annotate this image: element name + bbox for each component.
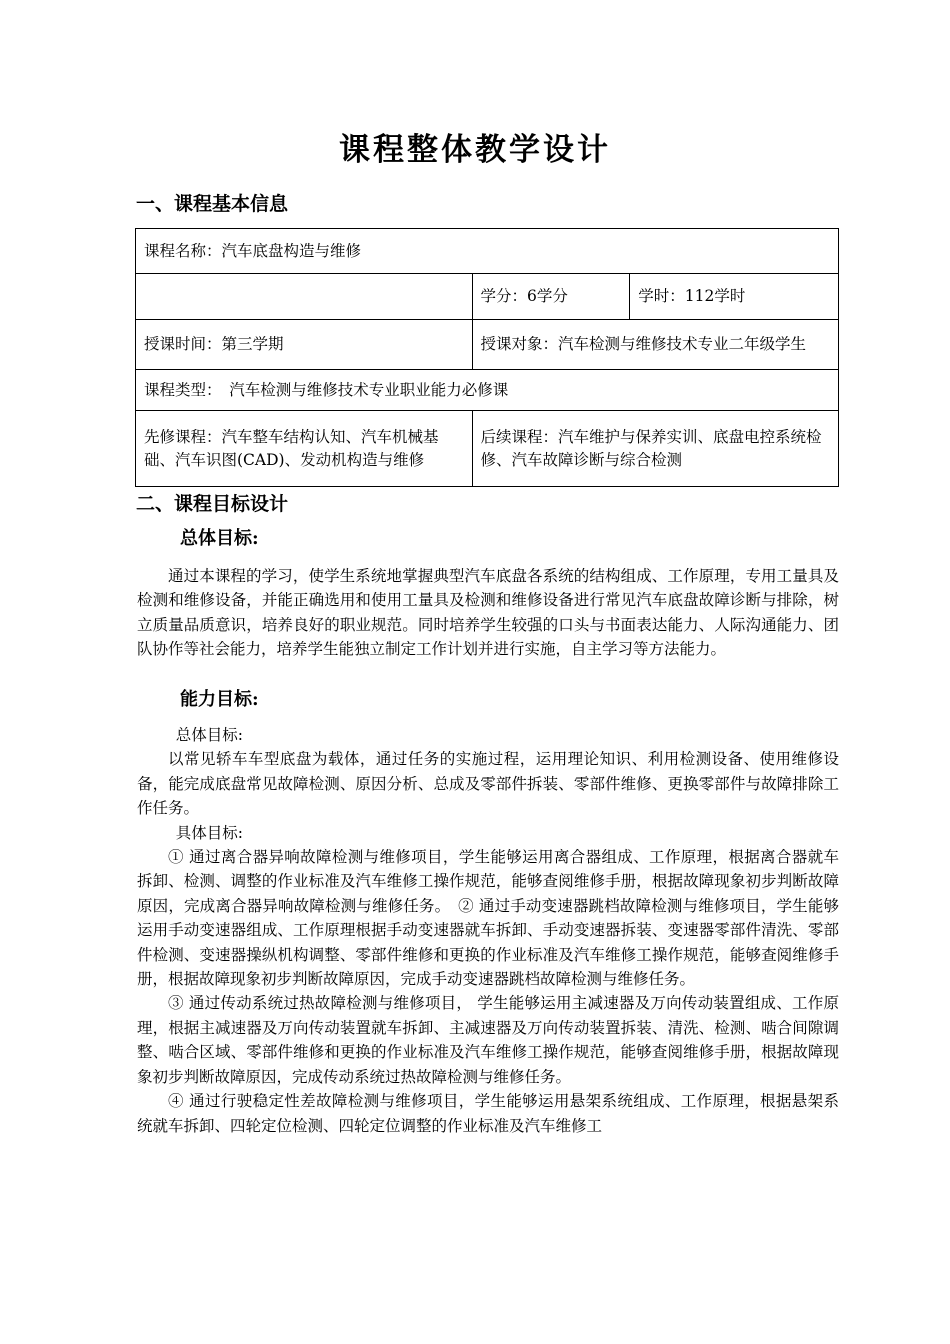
ability-goal-heading: 能力目标: (180, 689, 259, 710)
specific-goal-label: 具体目标: (175, 823, 243, 842)
credits-cell: 学分：6学分 (472, 274, 630, 320)
section-heading-goals: 二、课程目标设计 (136, 493, 289, 515)
section-heading-basic-info: 一、课程基本信息 (136, 193, 289, 215)
specific-goal-items-1-2: ① 通过离合器异响故障检测与维修项目，学生能够运用离合器组成、工作原理，根据离合器就车拆卸、检测、调整的作业标准及汽车维修工操作规范，能够查阅维修手册，根据故障现象初步判断故障原因，完成离合器异响故障检测与维修任务。 ② 通过手动变速器跳档故障检测与维修项目，学生能够运用手动变速器组成、工作原理根据手动变速器就车拆卸、手动变速器拆装、变速器零部件清洗、零部件检测、变速器操纵机构调整、零部件维修和更换的作业标准及汽车维修工操作规范，能够查阅维修手册，根据故障现象初步判断故障原因，完成手动变速器跳档故障检测与维修任务。 (137, 848, 839, 989)
page-title: 课程整体教学设计 (339, 132, 611, 168)
overall-goal-heading: 总体目标: (180, 528, 259, 549)
course-name-cell: 课程名称：汽车底盘构造与维修 (136, 229, 839, 274)
table-row (136, 274, 839, 320)
ability-overall-paragraph: 以常见轿车车型底盘为载体，通过任务的实施过程，运用理论知识、利用检测设备、使用维修设备，能完成底盘常见故障检测、原因分析、总成及零部件拆装、零部件维修、更换零部件与故障排除工作任务。 (137, 750, 839, 818)
ability-overall-label: 总体目标: (175, 726, 243, 744)
course-info-table (135, 228, 839, 487)
specific-goal-item-4: ④ 通过行驶稳定性差故障检测与维修项目，学生能够运用悬架系统组成、工作原理，根据悬架系统就车拆卸、四轮定位检测、四轮定位调整的作业标准及汽车维修工 (137, 1092, 839, 1135)
course-type-cell: 课程类型： 汽车检测与维修技术专业职业能力必修课 (136, 370, 839, 411)
table-row (136, 320, 839, 370)
table-row (136, 411, 839, 487)
overall-goal-paragraph: 通过本课程的学习，使学生系统地掌握典型汽车底盘各系统的结构组成、工作原理，专用工量具及检测和维修设备，并能正确选用和使用工量具及检测和维修设备进行常见汽车底盘故障诊断与排除，树立质量品质意识，培养良好的职业规范。同时培养学生较强的口头与书面表达能力、人际沟通能力、团队协作等社会能力，培养学生能独立制定工作计划并进行实施，自主学习等方法能力。 (137, 567, 839, 659)
specific-goal-item-3: ③ 通过传动系统过热故障检测与维修项目， 学生能够运用主减速器及万向传动装置组成、工作原理，根据主减速器及万向传动装置就车拆卸、主减速器及万向传动装置拆装、清洗、检测、啮合间隙调整、啮合区域、零部件维修和更换的作业标准及汽车维修工操作规范，能够查阅维修手册，根据故障现象初步判断故障原因，完成传动系统过热故障检测与维修任务。 (137, 994, 839, 1086)
audience-cell: 授课对象：汽车检测与维修技术专业二年级学生 (472, 320, 839, 370)
prerequisite-cell: 先修课程：汽车整车结构认知、汽车机械基础、汽车识图(CAD)、发动机构造与维修 (136, 411, 473, 487)
table-row (136, 370, 839, 411)
follow-up-cell: 后续课程：汽车维护与保养实训、底盘电控系统检修、汽车故障诊断与综合检测 (472, 411, 839, 487)
hours-cell: 学时：112学时 (630, 274, 839, 320)
ability-goal-text-block (137, 723, 839, 1138)
empty-cell (136, 274, 473, 320)
overall-goal-text-block (137, 564, 839, 662)
term-cell: 授课时间：第三学期 (136, 320, 473, 370)
table-row (136, 229, 839, 274)
